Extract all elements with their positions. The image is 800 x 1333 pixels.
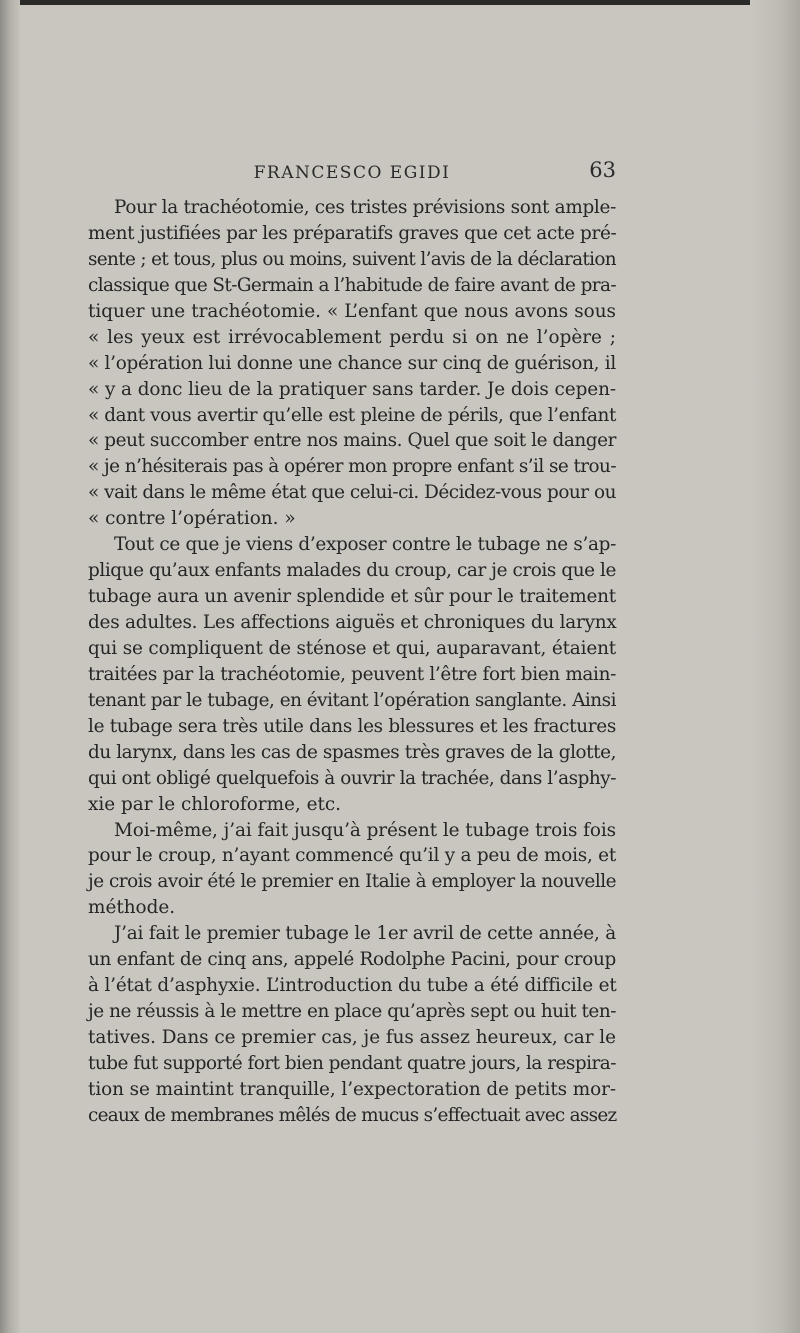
text-line: tatives. Dans ce premier cas, je fus assez heureux, car le (88, 1027, 616, 1048)
running-head (88, 158, 616, 190)
page-left-edge (0, 0, 20, 1333)
text-line: xie par le chloroforme, etc. (88, 793, 342, 815)
text-line: J’ai fait le premier tubage le 1er avril de cette année, à (114, 923, 617, 945)
text-line: classique que St-Germain a l’habitude de faire avant de pra- (88, 274, 616, 296)
running-title: FRANCESCO EGIDI (253, 163, 451, 183)
text-line: méthode. (88, 897, 176, 919)
text-line: « peut succomber entre nos mains. Quel que soit le danger (88, 430, 616, 452)
text-line: tube fut supporté fort bien pendant quatre jours, la respira- (88, 1052, 616, 1074)
text-line: qui se compliquent de sténose et qui, auparavant, étaient (88, 637, 616, 659)
scan-top-shadow (0, 0, 800, 5)
text-line: « les yeux est irrévocablement perdu si on ne l’opère ; (88, 326, 616, 348)
text-line: « contre l’opération. » (88, 508, 296, 530)
text-line: ceaux de membranes mêlés de mucus s’effectuait avec assez (88, 1104, 617, 1126)
page-number: 63 (589, 158, 616, 182)
text-line: tiquer une trachéotomie. « L’enfant que nous avons sous (88, 300, 616, 322)
text-line: tenant par le tubage, en évitant l’opération sanglante. Ainsi (88, 689, 616, 711)
text-line: pour le croup, n’ayant commencé qu’il y a peu de mois, et (88, 845, 616, 867)
body-text (88, 195, 616, 1129)
text-line: Moi-même, j’ai fait jusqu’à présent le tubage trois fois (114, 819, 616, 841)
text-line: Tout ce que je viens d’exposer contre le tubage ne s’ap- (114, 534, 616, 556)
text-line: « je n’hésiterais pas à opérer mon propre enfant s’il se trou- (88, 456, 616, 478)
text-line: ment justifiées par les préparatifs graves que cet acte pré- (88, 222, 617, 244)
text-line: Pour la trachéotomie, ces tristes prévisions sont ample- (114, 197, 616, 218)
text-line: traitées par la trachéotomie, peuvent l’être fort bien main- (88, 663, 616, 685)
text-line: du larynx, dans les cas de spasmes très graves de la glotte, (88, 741, 616, 763)
text-line: tubage aura un avenir splendide et sûr pour le traitement (88, 586, 616, 608)
text-line: un enfant de cinq ans, appelé Rodolphe Pacini, pour croup (88, 949, 616, 971)
text-line: « dant vous avertir qu’elle est pleine de périls, que l’enfant (88, 404, 616, 426)
page-right-edge (750, 0, 800, 1333)
text-line: qui ont obligé quelquefois à ouvrir la trachée, dans l’asphy- (88, 767, 616, 789)
text-line: à l’état d’asphyxie. L’introduction du tube a été difficile et (88, 975, 617, 997)
text-line: tion se maintint tranquille, l’expectoration de petits mor- (88, 1078, 616, 1100)
text-line: le tubage sera très utile dans les blessures et les fractures (88, 715, 616, 737)
text-line: « y a donc lieu de la pratiquer sans tarder. Je dois cepen- (88, 378, 617, 400)
text-line: je ne réussis à le mettre en place qu’après sept ou huit ten- (88, 1001, 616, 1023)
text-line: « l’opération lui donne une chance sur cinq de guérison, il (88, 352, 616, 374)
text-line: je crois avoir été le premier en Italie à employer la nouvelle (88, 871, 616, 893)
text-line: des adultes. Les affections aiguës et chroniques du larynx (88, 612, 617, 633)
text-line: sente ; et tous, plus ou moins, suivent l’avis de la déclaration (88, 248, 616, 270)
text-line: « vait dans le même état que celui-ci. Décidez-vous pour ou (88, 482, 616, 504)
text-line: plique qu’aux enfants malades du croup, car je crois que le (88, 560, 616, 582)
